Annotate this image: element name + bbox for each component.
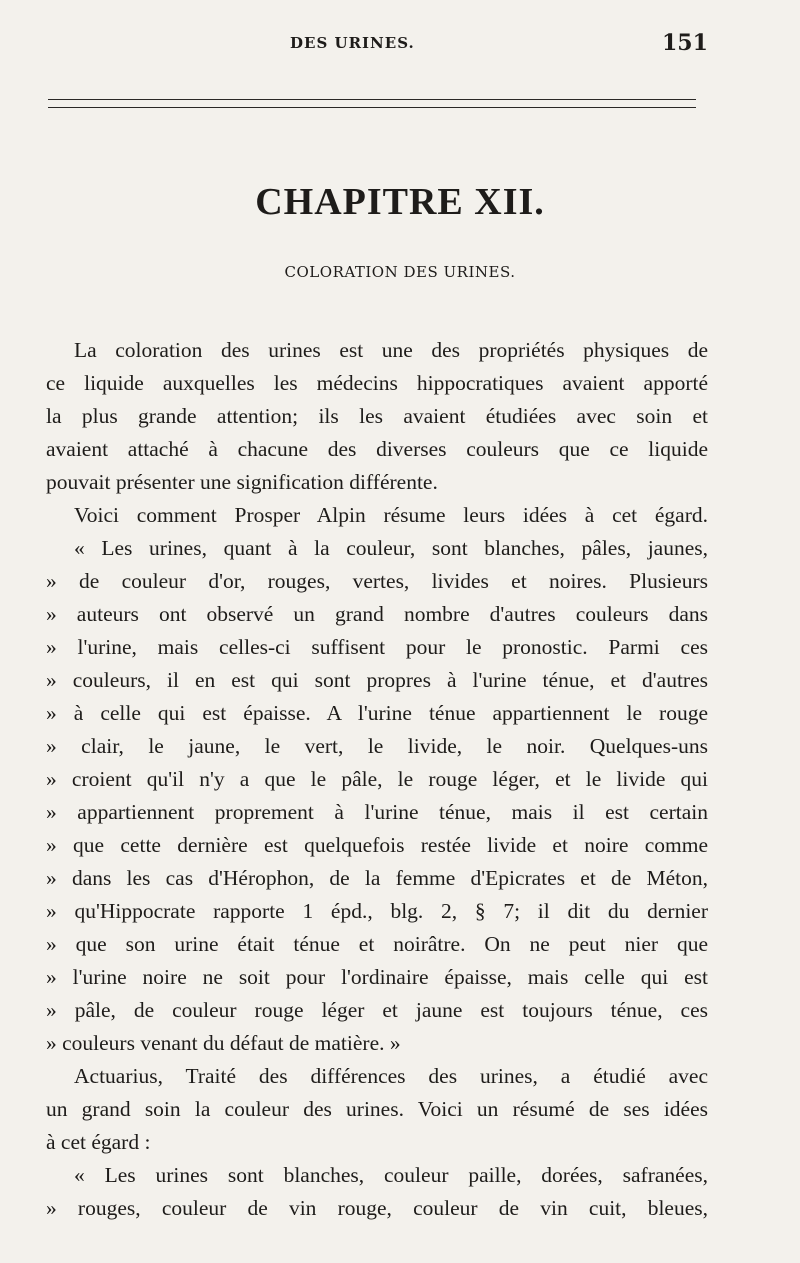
text-line: La coloration des urines est une des propriétés physiques de (74, 338, 708, 362)
text-line: » pâle, de couleur rouge léger et jaune est toujours ténue, ces (46, 998, 708, 1022)
text-line: » que cette dernière est quelquefois restée livide et noire comme (46, 833, 708, 857)
text-line: » couleurs venant du défaut de matière. » (46, 1031, 401, 1055)
text-line: » de couleur d'or, rouges, vertes, livides et noires. Plusieurs (46, 569, 708, 593)
text-line: Actuarius, Traité des différences des urines, a étudié avec (74, 1064, 708, 1088)
text-line: pouvait présenter une signification différente. (46, 470, 438, 494)
text-line: » que son urine était ténue et noirâtre. On ne peut nier que (46, 932, 708, 956)
text-line: » auteurs ont observé un grand nombre d'autres couleurs dans (46, 602, 708, 626)
chapter-subtitle: COLORATION DES URINES. (284, 263, 516, 281)
running-title: DES URINES. (290, 34, 415, 52)
text-line: » croient qu'il n'y a que le pâle, le rouge léger, et le livide qui (46, 767, 708, 791)
text-line: la plus grande attention; ils les avaient étudiées avec soin et (46, 404, 708, 428)
text-line: « Les urines sont blanches, couleur paille, dorées, safranées, (74, 1163, 708, 1187)
header-rule-thin (48, 107, 696, 108)
text-line: avaient attaché à chacune des diverses couleurs que ce liquide (46, 437, 708, 461)
text-line: » qu'Hippocrate rapporte 1 épd., blg. 2, § 7; il dit du dernier (46, 899, 708, 923)
text-line: » l'urine, mais celles-ci suffisent pour le pronostic. Parmi ces (46, 635, 708, 659)
text-line: un grand soin la couleur des urines. Voici un résumé de ses idées (46, 1097, 708, 1121)
text-line: » dans les cas d'Hérophon, de la femme d'Epicrates et de Méton, (46, 866, 708, 890)
text-line: à cet égard : (46, 1130, 151, 1154)
text-line: » appartiennent proprement à l'urine ténue, mais il est certain (46, 800, 708, 824)
text-line: » couleurs, il en est qui sont propres à l'urine ténue, et d'autres (46, 668, 708, 692)
text-line: » l'urine noire ne soit pour l'ordinaire épaisse, mais celle qui est (46, 965, 708, 989)
page-number: 151 (662, 30, 708, 56)
header-rule (48, 99, 696, 100)
text-line: » clair, le jaune, le vert, le livide, le noir. Quelques-uns (46, 734, 708, 758)
text-line: Voici comment Prosper Alpin résume leurs idées à cet égard. (74, 503, 708, 527)
text-line: » rouges, couleur de vin rouge, couleur de vin cuit, bleues, (46, 1196, 708, 1220)
text-line: ce liquide auxquelles les médecins hippocratiques avaient apporté (46, 371, 708, 395)
chapter-title: CHAPITRE XII. (255, 181, 545, 223)
text-line: « Les urines, quant à la couleur, sont blanches, pâles, jaunes, (74, 536, 708, 560)
text-line: » à celle qui est épaisse. A l'urine ténue appartiennent le rouge (46, 701, 708, 725)
